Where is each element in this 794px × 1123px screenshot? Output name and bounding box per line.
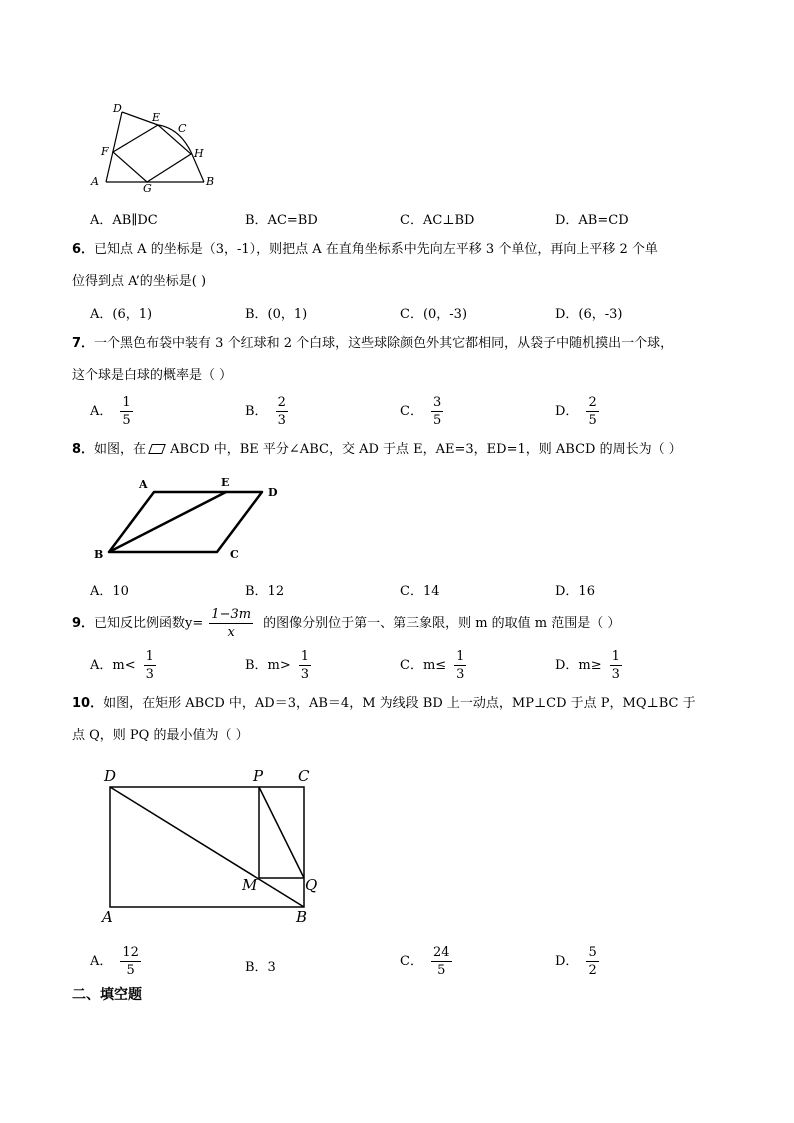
question-6 [72,234,732,298]
question-number: 10． [72,696,104,711]
label-a: A [102,908,113,926]
question-10 [72,688,732,752]
fraction: $\frac{1-3m}{x}$ [211,607,252,640]
question-number: 7． [72,336,95,351]
question-text: 这个球是白球的概率是（ ） [72,368,233,383]
q10-option-c[interactable]: C． $\frac{24}{5}$ [400,945,450,978]
question-text: 如图，在矩形 ABCD 中，AD＝3，AB＝4，M 为线段 BD 上一动点，MP⊥CD 于点 P，MQ⊥BC 于 [103,696,696,711]
q7-option-b[interactable]: B． $\frac{2}{3}$ [245,395,286,428]
q6-option-c[interactable]: C．(0，-3) [400,307,468,322]
q8-option-d[interactable]: D．16 [555,584,595,599]
label-d: D [104,767,117,785]
label-c: C [298,767,310,785]
question-text: 已知点 A 的坐标是（3，-1），则把点 A 在直角坐标系中先向左平移 3 个单位，再向上平移 2 个单 [94,242,658,257]
fraction: $\frac{2}{3}$ [277,395,286,428]
question-text: 的图像分别位于第一、第三象限，则 m 的取值 m 范围是（ ） [263,616,621,631]
label-d: D [268,486,278,499]
question-text: ABCD 中，BE 平分∠ABC，交 AD 于点 E，AE=3，ED=1，则 ABCD 的周长为（ ） [170,442,682,457]
q8-option-a[interactable]: A．10 [90,584,129,599]
label-m: M [242,876,258,894]
parallelogram-icon [148,444,166,454]
fraction: $\frac{3}{5}$ [432,395,442,428]
q10-option-b[interactable]: B．3 [245,960,276,975]
label-a: A [91,175,99,188]
section-heading: 二、填空题 [72,987,142,1003]
fraction: $\frac{24}{5}$ [432,945,450,978]
label-e: E [152,111,161,124]
label-c: C [230,548,239,561]
figure-q5 [86,98,226,196]
question-number: 8． [72,442,95,457]
label-q: Q [305,876,318,894]
question-text: 如图，在 [94,442,147,457]
fraction: $\frac{1}{3}$ [145,649,154,682]
q8-option-c[interactable]: C．14 [400,584,440,599]
q5-option-c[interactable]: C．AC⊥BD [400,213,475,228]
question-text: 点 Q，则 PQ 的最小值为（ ） [72,728,249,743]
q9-option-a[interactable]: A．m< $\frac{1}{3}$ [90,649,154,682]
q9-option-b[interactable]: B．m> $\frac{1}{3}$ [245,649,310,682]
q6-option-b[interactable]: B．(0，1) [245,307,308,322]
question-9 [72,606,732,642]
question-number: 9． [72,616,95,631]
question-text: 已知反比例函数y= [94,616,204,631]
fraction: $\frac{5}{2}$ [588,945,597,978]
label-d: D [113,102,122,115]
label-c: C [178,122,187,135]
q7-option-d[interactable]: D． $\frac{2}{5}$ [555,395,597,428]
figure-q8 [90,474,290,566]
label-h: H [194,147,204,160]
q6-option-a[interactable]: A．(6，1) [90,307,153,322]
label-b: B [94,548,104,561]
label-g: G [143,182,152,195]
q8-option-b[interactable]: B．12 [245,584,285,599]
q10-option-d[interactable]: D． $\frac{5}{2}$ [555,945,597,978]
question-text: 一个黑色布袋中装有 3 个红球和 2 个白球，这些球除颜色外其它都相同，从袋子中随机摸出一个球， [94,336,674,351]
label-a: A [139,478,148,491]
fraction: $\frac{1}{3}$ [456,649,465,682]
q6-option-d[interactable]: D．(6，-3) [555,307,623,322]
q5-option-d[interactable]: D．AB=CD [555,213,629,228]
fraction: $\frac{1}{3}$ [300,649,310,682]
question-number: 6． [72,242,95,257]
label-e: E [221,476,230,489]
q7-option-a[interactable]: A． $\frac{1}{5}$ [90,395,131,428]
figure-q10 [96,762,336,930]
question-text: 位得到点 A’的坐标是( ) [72,274,207,289]
fraction: $\frac{2}{5}$ [588,395,597,428]
q5-option-a[interactable]: A．AB∥DC [90,213,158,228]
fraction: $\frac{1}{5}$ [122,395,131,428]
q10-option-a[interactable]: A． $\frac{12}{5}$ [90,945,139,978]
label-p: P [253,767,264,785]
q7-option-c[interactable]: C． $\frac{3}{5}$ [400,395,442,428]
question-7 [72,328,732,392]
fraction: $\frac{1}{3}$ [611,649,620,682]
fraction: $\frac{12}{5}$ [122,945,139,978]
q9-option-d[interactable]: D．m≥ $\frac{1}{3}$ [555,649,620,682]
q9-option-c[interactable]: C．m≤ $\frac{1}{3}$ [400,649,465,682]
label-b: B [296,908,308,926]
question-8 [72,434,732,466]
label-b: B [206,175,215,188]
q5-option-b[interactable]: B．AC=BD [245,213,318,228]
label-f: F [101,145,109,158]
